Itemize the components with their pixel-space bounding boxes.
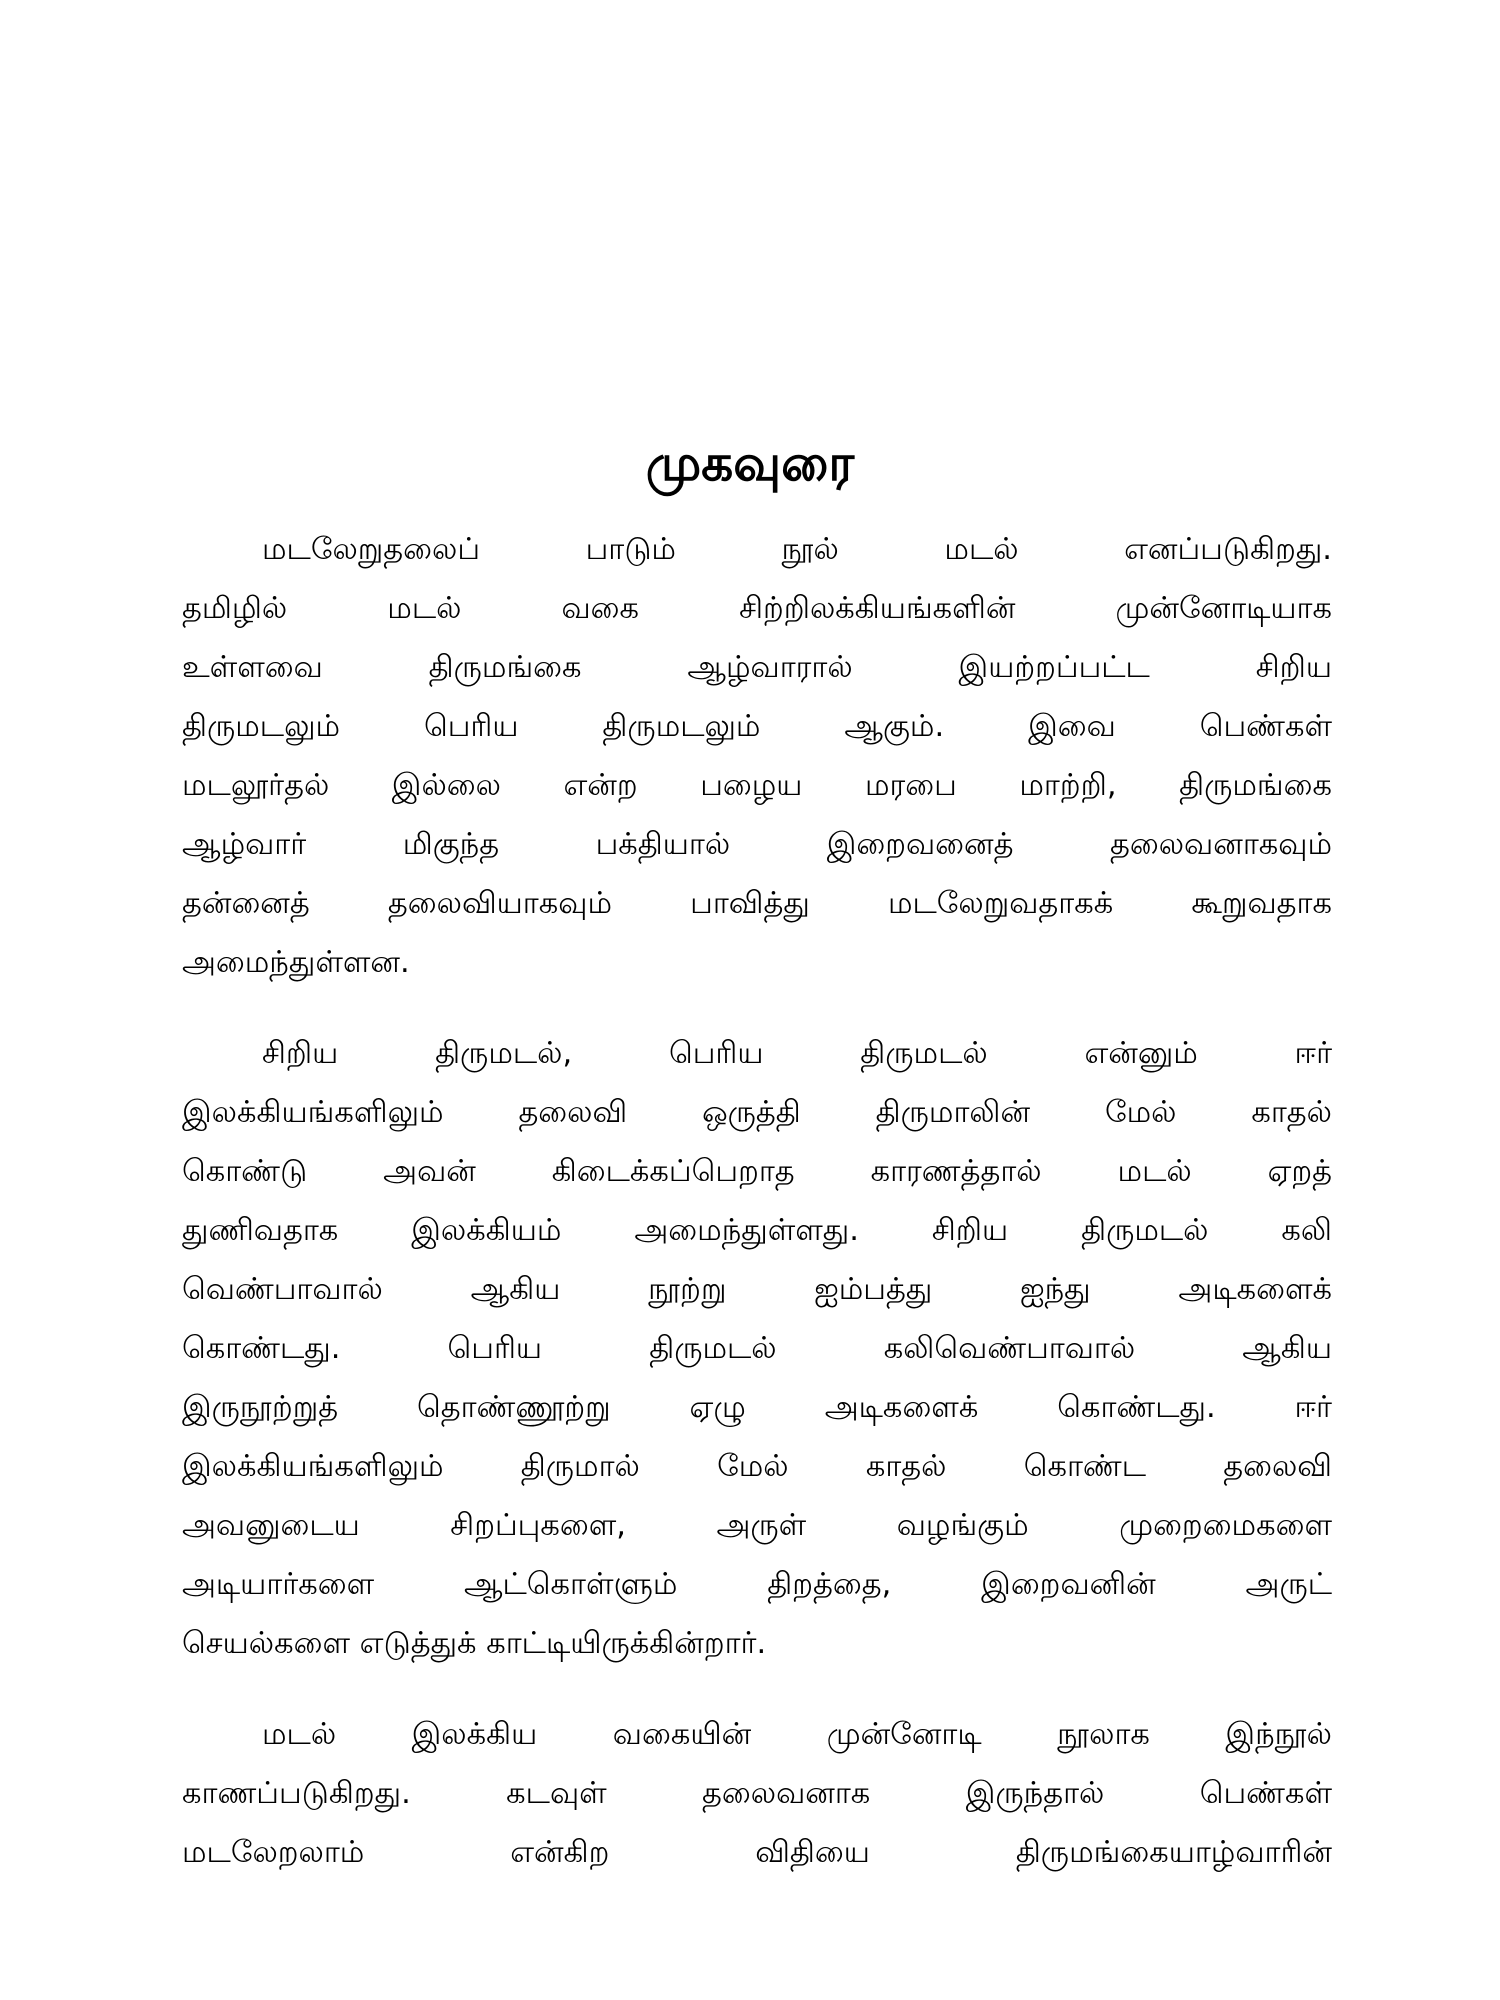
paragraph-2-line-1: சிறிய திருமடல், பெரிய திருமடல் என்னும் ஈர் — [262, 1036, 1332, 1071]
paragraph-2-line-7: இருநூற்றுத் தொண்ணூற்று ஏழு அடிகளைக் கொண்டது. ஈர் — [182, 1390, 1332, 1425]
paragraph-2-line-10: அடியார்களை ஆட்கொள்ளும் திறத்தை, இறைவனின் அருட் — [182, 1567, 1332, 1602]
paragraph-2-line-5: வெண்பாவால் ஆகிய நூற்று ஐம்பத்து ஐந்து அடிகளைக் — [182, 1272, 1332, 1307]
paragraph-1-line-2: தமிழில் மடல் வகை சிற்றிலக்கியங்களின் முன்னோடியாக — [182, 591, 1332, 626]
paragraph-1-line-1: மடலேறுதலைப் பாடும் நூல் மடல் எனப்படுகிறது. — [262, 532, 1332, 567]
paragraph-2-line-2: இலக்கியங்களிலும் தலைவி ஒருத்தி திருமாலின் மேல் காதல் — [182, 1095, 1332, 1130]
paragraph-2-line-9: அவனுடைய சிறப்புகளை, அருள் வழங்கும் முறைமைகளை — [182, 1508, 1332, 1543]
paragraph-3-line-1: மடல் இலக்கிய வகையின் முன்னோடி நூலாக இந்நூல் — [262, 1717, 1332, 1752]
paragraph-3-line-2: காணப்படுகிறது. கடவுள் தலைவனாக இருந்தால் பெண்கள் — [182, 1776, 1332, 1811]
paragraph-1-line-7: தன்னைத் தலைவியாகவும் பாவித்து மடலேறுவதாகக் கூறுவதாக — [182, 886, 1332, 921]
paragraph-1-line-6: ஆழ்வார் மிகுந்த பக்தியால் இறைவனைத் தலைவனாகவும் — [182, 827, 1332, 862]
page-title: முகவுரை — [645, 434, 855, 492]
paragraph-1-line-5: மடலூர்தல் இல்லை என்ற பழைய மரபை மாற்றி, திருமங்கை — [182, 768, 1332, 803]
paragraph-2-line-3: கொண்டு அவன் கிடைக்கப்பெறாத காரணத்தால் மடல் ஏறத் — [182, 1154, 1332, 1189]
paragraph-1-line-3: உள்ளவை திருமங்கை ஆழ்வாரால் இயற்றப்பட்ட சிறிய — [182, 650, 1332, 685]
paragraph-2-line-11: செயல்களை எடுத்துக் காட்டியிருக்கின்றார். — [182, 1626, 767, 1661]
paragraph-3-line-3: மடலேறலாம் என்கிற விதியை திருமங்கையாழ்வாரின் — [182, 1835, 1332, 1870]
paragraph-2-line-8: இலக்கியங்களிலும் திருமால் மேல் காதல் கொண்ட தலைவி — [182, 1449, 1332, 1484]
paragraph-1-line-8: அமைந்துள்ளன. — [182, 945, 410, 980]
paragraph-2-line-4: துணிவதாக இலக்கியம் அமைந்துள்ளது. சிறிய திருமடல் கலி — [182, 1213, 1332, 1248]
paragraph-1-line-4: திருமடலும் பெரிய திருமடலும் ஆகும். இவை பெண்கள் — [182, 709, 1332, 744]
paragraph-2-line-6: கொண்டது. பெரிய திருமடல் கலிவெண்பாவால் ஆகிய — [182, 1331, 1332, 1366]
